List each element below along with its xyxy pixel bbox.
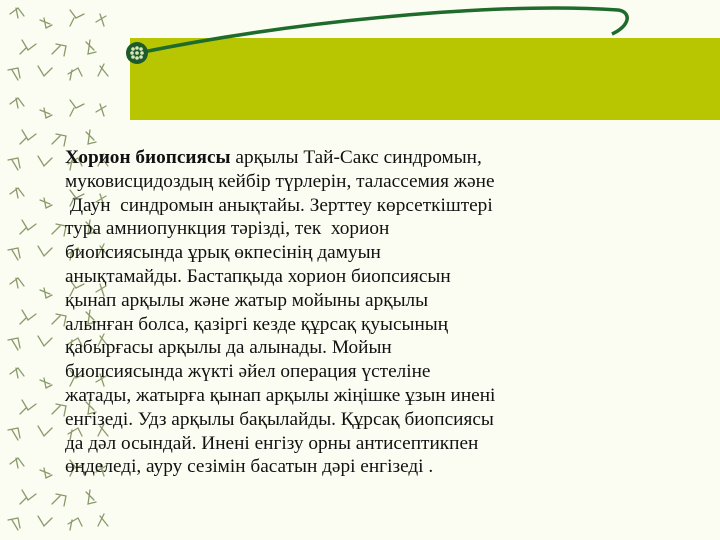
text-line: Даун синдромын анықтайы. Зерттеу көрсеткіштері xyxy=(65,194,493,216)
bullet-orb-icon xyxy=(125,41,149,65)
header-banner xyxy=(130,38,720,120)
text-line: биопсиясында ұрық өкпесінің дамуын xyxy=(65,242,381,264)
text-line-lead xyxy=(65,146,685,170)
text-line: енгізеді. Удз арқылы бақылайды. Құрсақ биопсиясы xyxy=(65,408,494,430)
body-text xyxy=(65,146,685,479)
text-line: тура амниопункция тәрізді, тек хорион xyxy=(65,218,390,240)
text-line: муковисцидоздың кейбір түрлерін, талассемия және xyxy=(65,170,495,192)
lead-continuation: арқылы Тай-Сакс синдромын, xyxy=(230,147,482,168)
text-line: жатады, жатырға қынап арқылы жіңішке ұзын инені xyxy=(65,384,496,406)
text-line: қабырғасы арқылы да алынады. Мойын xyxy=(65,337,392,359)
text-line: анықтамайды. Бастапқыда хорион биопсиясын xyxy=(65,265,451,287)
text-line: қынап арқылы және жатыр мойыны арқылы xyxy=(65,289,429,311)
text-line: биопсиясында жүкті әйел операция үстеліне xyxy=(65,361,431,383)
text-line: өңделеді, ауру сезімін басатын дәрі енгізеді . xyxy=(65,456,434,478)
text-line: алынған болса, қазіргі кезде құрсақ қуысының xyxy=(65,313,449,335)
text-line: да дәл осындай. Инені енгізу орны антисептикпен xyxy=(65,432,479,454)
bold-term: Хорион биопсиясы xyxy=(65,147,231,168)
